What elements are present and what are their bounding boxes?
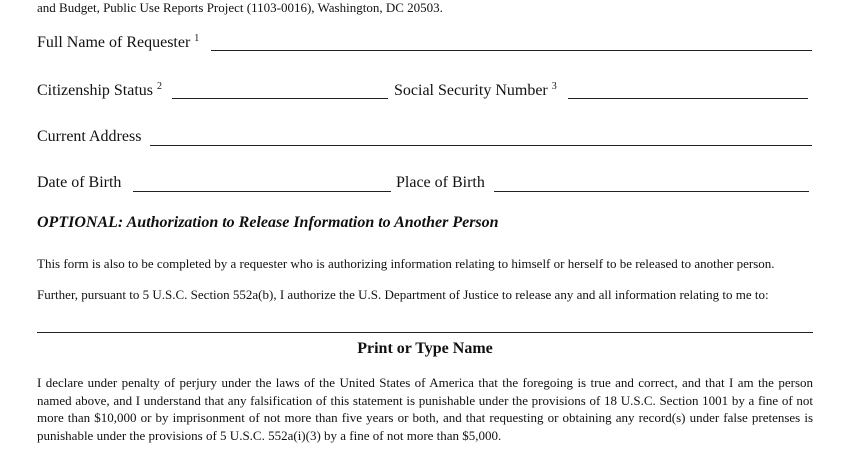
print-name-input-line[interactable]	[37, 332, 813, 333]
omb-address-line: and Budget, Public Use Reports Project (1103-0016), Washington, DC 20503.	[37, 0, 443, 15]
address-label: Current Address	[37, 128, 142, 145]
print-name-label: Print or Type Name	[357, 340, 493, 357]
footnote-3: 3	[551, 81, 557, 92]
ssn-input-line[interactable]	[568, 98, 808, 99]
optional-line-1: This form is also to be completed by a requester who is authorizing information relating to himself or herself to be released to another person.	[37, 256, 775, 271]
address-input-line[interactable]	[150, 145, 812, 146]
pob-label: Place of Birth	[396, 174, 485, 191]
declaration-paragraph: I declare under penalty of perjury under the laws of the United States of America that the foregoing is true and correct, and that I am the person named above, and I understand that any falsification of this statement is punishable under the provisions of 18 U.S.C. Section 1001 by a fine of not more than $10,000 or by imprisonment of not more than five years or both, and that requesting or obtaining any record(s) under false pretenses is punishable under the provisions of 5 U.S.C. 552a(i)(3) by a fine of not more than $5,000.	[37, 375, 813, 443]
pob-input-line[interactable]	[494, 191, 809, 192]
footnote-2: 2	[157, 81, 162, 92]
ssn-label	[394, 81, 557, 100]
dob-label: Date of Birth	[37, 174, 122, 191]
citizenship-label	[37, 81, 162, 100]
optional-line-2: Further, pursuant to 5 U.S.C. Section 552a(b), I authorize the U.S. Department of Justice to release any and all information relating to me to:	[37, 287, 769, 302]
dob-input-line[interactable]	[133, 191, 391, 192]
full-name-label-text: Full Name of Requester	[37, 34, 191, 51]
full-name-label	[37, 33, 199, 52]
citizenship-input-line[interactable]	[172, 98, 388, 99]
optional-heading: OPTIONAL: Authorization to Release Information to Another Person	[37, 214, 499, 231]
full-name-input-line[interactable]	[211, 50, 812, 51]
ssn-label-text: Social Security Number	[394, 82, 548, 99]
citizenship-label-text: Citizenship Status	[37, 82, 153, 99]
footnote-1: 1	[194, 33, 200, 44]
